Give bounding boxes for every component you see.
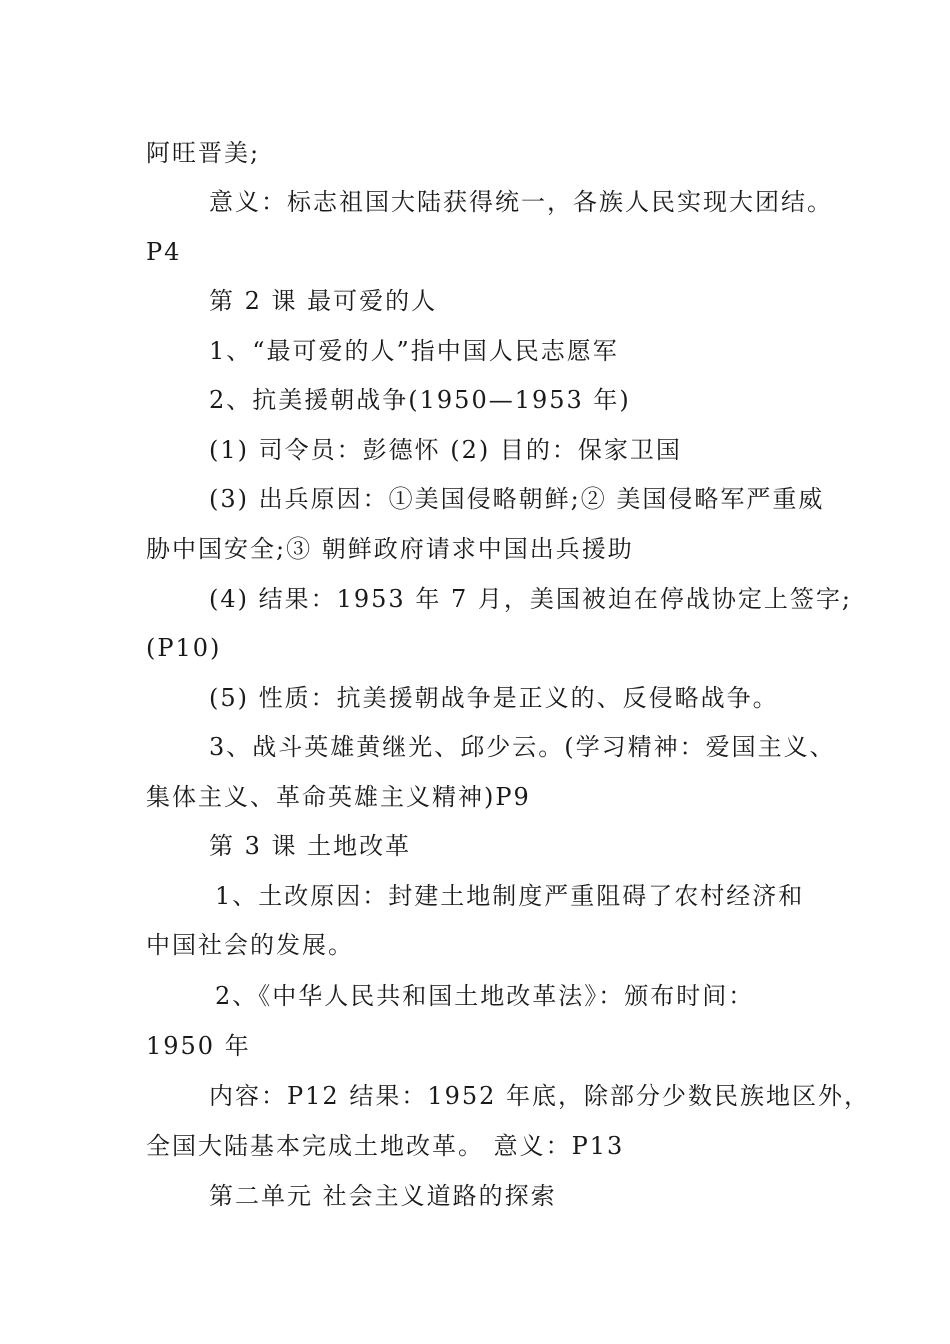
text-line-7: (1) 司令员：彭德怀 (2) 目的：保家卫国 xyxy=(209,436,682,464)
text-line-3: P4 xyxy=(146,238,182,266)
text-line-18: 2、《中华人民共和国土地改革法》：颁布时间： xyxy=(215,982,755,1010)
text-line-5: 1、“最可爱的人”指中国人民志愿军 xyxy=(209,337,619,365)
text-line-6: 2、抗美援朝战争(1950—1953 年) xyxy=(209,386,631,414)
text-line-9: 胁中国安全;③ 朝鲜政府请求中国出兵援助 xyxy=(146,535,634,563)
text-line-19: 1950 年 xyxy=(146,1032,251,1060)
lesson-2-heading: 第 2 课 最可爱的人 xyxy=(209,287,438,315)
text-line-17: 中国社会的发展。 xyxy=(146,931,354,959)
text-line-12: (5) 性质：抗美援朝战争是正义的、反侵略战争。 xyxy=(209,684,779,712)
text-line-21: 全国大陆基本完成土地改革。 意义：P13 xyxy=(146,1132,625,1160)
lesson-3-heading: 第 3 课 土地改革 xyxy=(209,832,412,860)
text-line-11: (P10) xyxy=(146,634,222,662)
text-line-16: 1、土改原因：封建土地制度严重阻碍了农村经济和 xyxy=(215,882,805,910)
text-line-20: 内容：P12 结果：1952 年底，除部分少数民族地区外， xyxy=(209,1082,871,1110)
text-line-10: (4) 结果：1953 年 7 月，美国被迫在停战协定上签字; xyxy=(209,585,852,613)
text-line-13: 3、战斗英雄黄继光、邱少云。(学习精神：爱国主义、 xyxy=(209,733,836,761)
text-line-14: 集体主义、革命英雄主义精神)P9 xyxy=(146,783,531,811)
text-line-2: 意义：标志祖国大陆获得统一，各族人民实现大团结。 xyxy=(209,188,833,216)
unit-2-heading: 第二单元 社会主义道路的探索 xyxy=(209,1182,557,1210)
text-line-1: 阿旺晋美; xyxy=(146,139,261,167)
text-line-8: (3) 出兵原因：①美国侵略朝鲜;② 美国侵略军严重威 xyxy=(209,485,825,513)
